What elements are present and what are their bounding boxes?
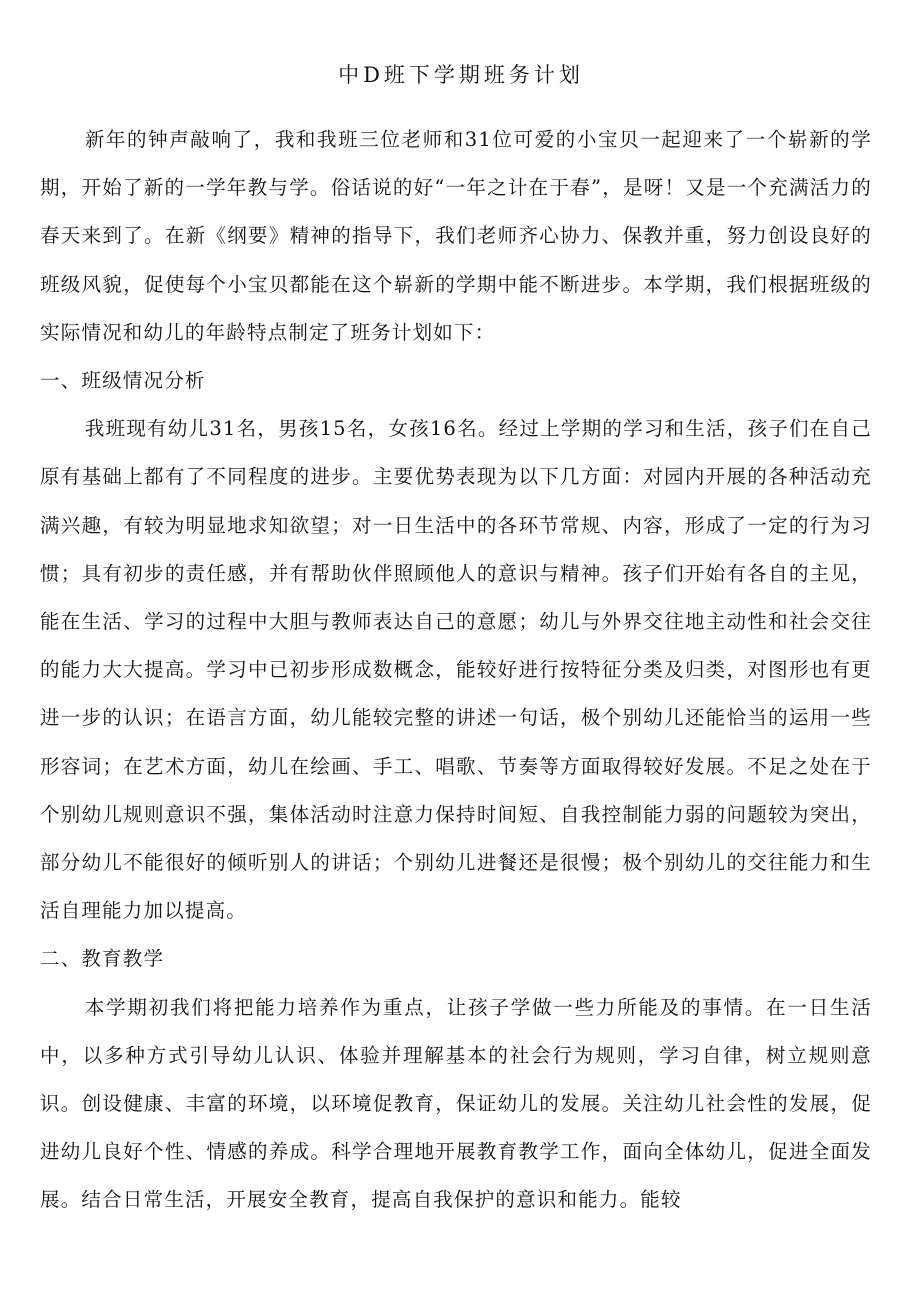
section-heading-education: 二、教育教学 bbox=[40, 947, 165, 971]
section-body-education: 本学期初我们将把能力培养作为重点，让孩子学做一些力所能及的事情。在一日生活中，以多种方式引导幼儿认识、体验并理解基本的社会行为规则，学习自律，树立规则意识。创设健康、丰富的环境，以环境促教育，保证幼儿的发展。关注幼儿社会性的发展，促进幼儿良好个性、情感的养成。科学合理地开展教育教学工作，面向全体幼儿，促进全面发展。结合日常生活，开展安全教育，提高自我保护的意识和能力。能较 bbox=[40, 995, 872, 1212]
intro-paragraph: 新年的钟声敲响了，我和我班三位老师和31位可爱的小宝贝一起迎来了一个崭新的学期，开始了新的一学年教与学。俗话说的好“一年之计在于春”，是呀！又是一个充满活力的春天来到了。在新《纲要》精神的指导下，我们老师齐心协力、保教并重，努力创设良好的班级风貌，促使每个小宝贝都能在这个崭新的学期中能不断进步。本学期，我们根据班级的实际情况和幼儿的年龄特点制定了班务计划如下： bbox=[40, 128, 872, 344]
page-title: 中D班下学期班务计划 bbox=[338, 63, 584, 87]
section-heading-class-analysis: 一、班级情况分析 bbox=[40, 369, 206, 393]
section-body-class-analysis: 我班现有幼儿31名，男孩15名，女孩16名。经过上学期的学习和生活，孩子们在自己原有基础上都有了不同程度的进步。主要优势表现为以下几方面：对园内开展的各种活动充满兴趣，有较为明显地求知欲望；对一日生活中的各环节常规、内容，形成了一定的行为习惯；具有初步的责任感，并有帮助伙伴照顾他人的意识与精神。孩子们开始有各自的主见，能在生活、学习的过程中大胆与教师表达自己的意愿；幼儿与外界交往地主动性和社会交往的能力大大提高。学习中已初步形成数概念，能较好进行按特征分类及归类，对图形也有更进一步的认识；在语言方面，幼儿能较完整的讲述一句话，极个别幼儿还能恰当的运用一些形容词；在艺术方面，幼儿在绘画、手工、唱歌、节奏等方面取得较好发展。不足之处在于个别幼儿规则意识不强，集体活动时注意力保持时间短、自我控制能力弱的问题较为突出，部分幼儿不能很好的倾听别人的讲话；个别幼儿进餐还是很慢；极个别幼儿的交往能力和生活自理能力加以提高。 bbox=[40, 417, 872, 923]
